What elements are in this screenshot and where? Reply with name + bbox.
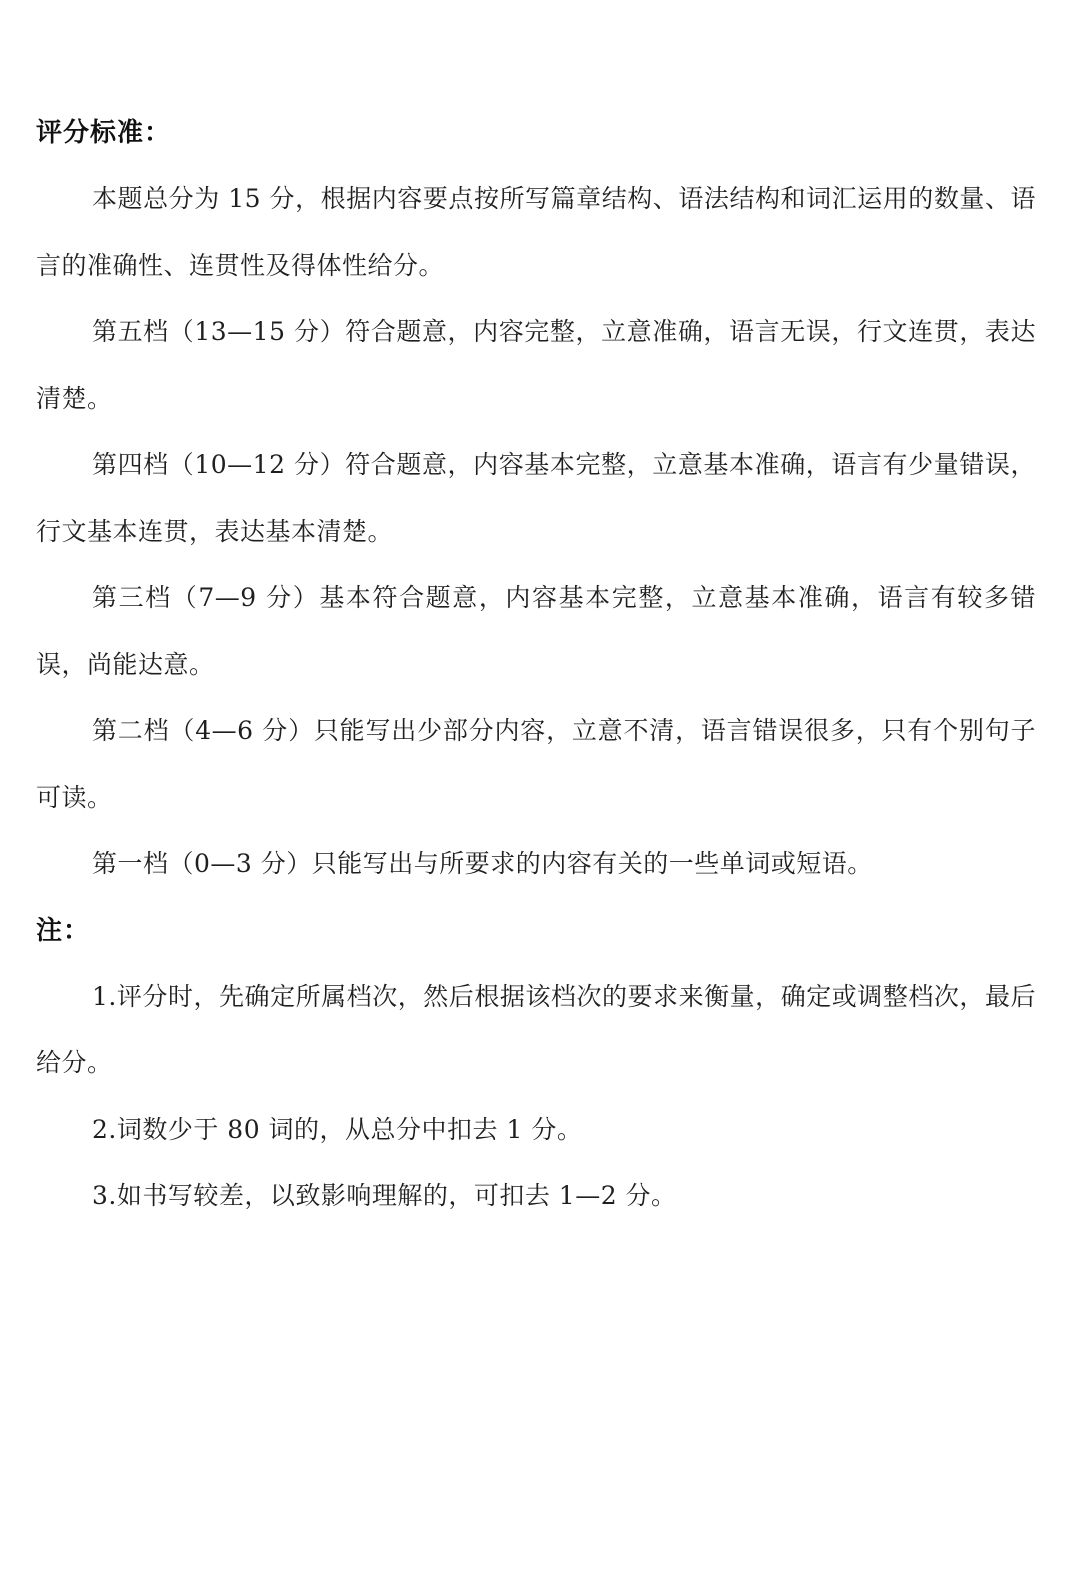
grade-one-paragraph: 第一档（0—3 分）只能写出与所要求的内容有关的一些单词或短语。 bbox=[92, 849, 873, 878]
scoring-intro-paragraph: 本题总分为 15 分，根据内容要点按所写篇章结构、语法结构和词汇运用的数量、语言的准确性、连贯性及得体性给分。 bbox=[36, 184, 1036, 280]
scoring-criteria-heading: 评分标准： bbox=[36, 118, 172, 148]
grade-five-paragraph: 第五档（13—15 分）符合题意，内容完整，立意准确，语言无误，行文连贯，表达清楚。 bbox=[36, 317, 1036, 413]
grade-two-paragraph: 第二档（4—6 分）只能写出少部分内容，立意不清，语言错误很多，只有个别句子可读。 bbox=[36, 716, 1036, 812]
grade-three-paragraph: 第三档（7—9 分）基本符合题意，内容基本完整，立意基本准确，语言有较多错误，尚能达意。 bbox=[36, 583, 1036, 679]
notes-heading: 注： bbox=[36, 915, 91, 946]
note-item-2: 2.词数少于 80 词的，从总分中扣去 1 分。 bbox=[92, 1114, 583, 1144]
note-item-1: 1.评分时，先确定所属档次，然后根据该档次的要求来衡量，确定或调整档次，最后给分。 bbox=[36, 981, 1036, 1077]
grade-four-paragraph: 第四档（10—12 分）符合题意，内容基本完整，立意基本准确，语言有少量错误，行文基本连贯，表达基本清楚。 bbox=[36, 450, 1036, 546]
note-item-3: 3.如书写较差，以致影响理解的，可扣去 1—2 分。 bbox=[92, 1181, 677, 1210]
document-page bbox=[36, 100, 1036, 1230]
